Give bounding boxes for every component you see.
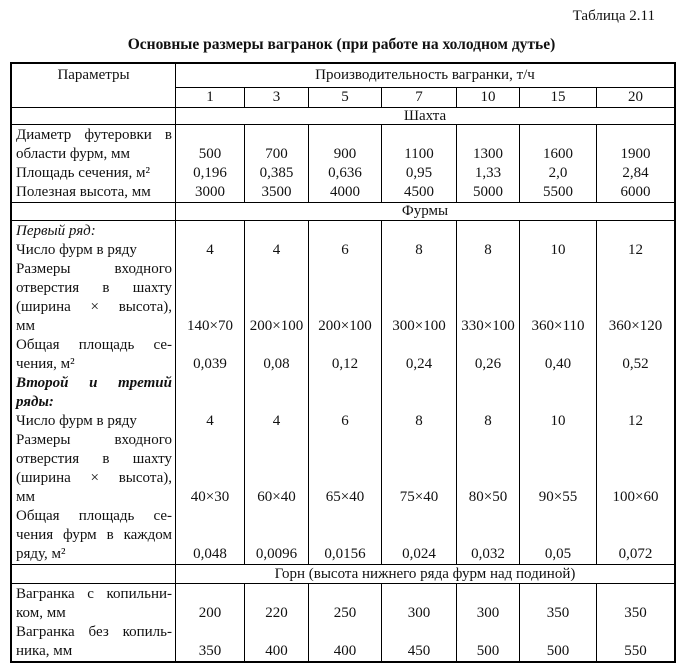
capacity-column-header: 3 [244, 87, 308, 107]
data-value [597, 469, 674, 488]
data-value [382, 450, 456, 469]
capacity-column-header: 5 [308, 87, 381, 107]
data-value [457, 126, 519, 145]
data-value [382, 526, 456, 545]
data-value: 4500 [404, 184, 434, 200]
parameter-label-line: (ширина × высота), [16, 299, 172, 315]
capacity-column-header: 15 [519, 87, 596, 107]
parameter-label-line: ряды: [16, 394, 54, 410]
data-value [176, 260, 244, 279]
cupola-dimensions-table [10, 62, 676, 663]
data-value [245, 507, 308, 526]
data-value [597, 336, 674, 355]
data-value [382, 374, 456, 393]
data-value: 350 [546, 605, 570, 621]
capacity-column-header: 20 [596, 87, 674, 107]
data-value: 0,039 [193, 356, 227, 372]
data-value [309, 469, 381, 488]
data-value: 4 [206, 242, 214, 258]
data-value [245, 126, 308, 145]
section-row-empty-cell [12, 202, 175, 220]
data-value: 350 [624, 605, 647, 621]
data-value: 0,196 [193, 165, 227, 181]
data-value [520, 526, 596, 545]
parameter-label-line: отверстия в шахту [16, 451, 172, 467]
data-value: 2,0 [548, 165, 568, 181]
data-value [457, 279, 519, 298]
parameters-column-header: Параметры [57, 67, 130, 83]
data-value [245, 222, 308, 241]
data-value [176, 279, 244, 298]
data-value: 0,95 [405, 165, 433, 181]
data-value [245, 374, 308, 393]
data-value: 250 [333, 605, 357, 621]
data-column-cell [456, 124, 519, 202]
data-column-cell [456, 583, 519, 661]
data-value [520, 260, 596, 279]
data-value [382, 585, 456, 604]
section-title: Шахта [175, 107, 674, 124]
data-value: 300 [476, 605, 500, 621]
data-column-cell [381, 220, 456, 564]
data-value: 0,52 [622, 356, 649, 372]
data-value [309, 393, 381, 412]
data-value [457, 585, 519, 604]
data-value [382, 279, 456, 298]
data-value: 4 [272, 413, 281, 429]
data-value [457, 431, 519, 450]
data-value [245, 279, 308, 298]
data-value [457, 469, 519, 488]
data-value: 500 [198, 146, 222, 162]
data-value [597, 298, 674, 317]
data-value: 450 [407, 643, 431, 659]
data-value: 8 [484, 413, 492, 429]
data-value: 330×100 [461, 318, 515, 334]
data-value: 8 [415, 242, 423, 258]
data-value: 0,385 [259, 165, 294, 181]
parameter-label-line: Полезная высота, мм [16, 184, 151, 200]
data-value [457, 393, 519, 412]
data-column-cell [519, 124, 596, 202]
section-row-empty-cell [12, 107, 175, 124]
data-value [309, 623, 381, 642]
data-value: 4 [206, 413, 214, 429]
parameter-label-line: Вагранка с копильни- [16, 586, 172, 602]
data-value [457, 222, 519, 241]
data-value [176, 469, 244, 488]
data-column-cell [456, 220, 519, 564]
data-value: 0,24 [405, 356, 433, 372]
data-value: 360×120 [608, 318, 663, 334]
data-value: 1,33 [474, 165, 502, 181]
data-value [457, 623, 519, 642]
data-value: 4000 [330, 184, 360, 200]
data-value: 900 [333, 146, 357, 162]
parameter-labels-cell [12, 124, 175, 202]
data-value [382, 623, 456, 642]
data-value: 12 [628, 242, 643, 258]
data-value: 700 [265, 146, 288, 162]
data-value [597, 623, 674, 642]
data-value: 0,048 [193, 546, 227, 562]
data-value: 0,12 [331, 356, 359, 372]
data-value [382, 507, 456, 526]
data-value [597, 450, 674, 469]
data-value [520, 222, 596, 241]
data-value [457, 526, 519, 545]
data-value [520, 431, 596, 450]
data-column-cell [596, 220, 674, 564]
data-value [245, 469, 308, 488]
data-value [245, 526, 308, 545]
parameter-labels-cell [12, 583, 175, 661]
capacity-column-header: 1 [175, 87, 244, 107]
data-value: 1900 [620, 146, 651, 162]
data-value [382, 336, 456, 355]
data-value: 60×40 [257, 489, 296, 505]
data-value: 200 [198, 605, 222, 621]
data-value [245, 336, 308, 355]
data-value [597, 222, 674, 241]
data-value [382, 431, 456, 450]
data-value [382, 469, 456, 488]
data-value [245, 623, 308, 642]
data-column-cell [381, 124, 456, 202]
data-value: 550 [624, 643, 647, 659]
data-value [520, 469, 596, 488]
data-value: 500 [476, 643, 500, 659]
parameter-labels-cell [12, 220, 175, 564]
data-value [520, 336, 596, 355]
data-value [382, 260, 456, 279]
data-value [520, 393, 596, 412]
data-value: 3500 [261, 184, 292, 200]
data-value [597, 260, 674, 279]
data-value: 1100 [404, 146, 434, 162]
data-value: 12 [628, 413, 643, 429]
data-value [457, 507, 519, 526]
data-value [382, 393, 456, 412]
data-value: 0,08 [263, 356, 290, 372]
data-column-cell [519, 220, 596, 564]
data-value: 80×50 [468, 489, 508, 505]
data-value [176, 585, 244, 604]
capacity-column-header: 7 [381, 87, 456, 107]
table-title: Основные размеры вагранок (при работе на холодном дутье) [127, 36, 556, 53]
data-value [245, 298, 308, 317]
data-column-cell [596, 583, 674, 661]
data-value: 0,0156 [324, 546, 366, 562]
data-value [597, 585, 674, 604]
data-value: 40×30 [190, 489, 230, 505]
parameter-label-line: Размеры входного [16, 261, 172, 277]
data-value [309, 298, 381, 317]
data-value [309, 279, 381, 298]
data-value: 0,0096 [255, 546, 298, 562]
data-value [520, 623, 596, 642]
data-column-cell [596, 124, 674, 202]
data-value: 6 [341, 413, 349, 429]
data-value [597, 374, 674, 393]
data-value [597, 526, 674, 545]
data-value: 0,40 [544, 356, 572, 372]
data-value [309, 260, 381, 279]
data-value: 0,05 [544, 546, 572, 562]
data-value: 300 [407, 605, 431, 621]
table-caption: Таблица 2.11 [572, 8, 655, 24]
data-value [309, 526, 381, 545]
parameter-label-line: ком, мм [16, 605, 66, 621]
parameter-label-line: Первый ряд: [16, 223, 96, 239]
data-value [520, 507, 596, 526]
data-value [457, 260, 519, 279]
data-value: 0,636 [328, 165, 362, 181]
data-value [176, 393, 244, 412]
data-column-cell [244, 124, 308, 202]
data-value [597, 507, 674, 526]
parameter-label-line: Диаметр футеровки в [16, 127, 172, 143]
parameter-label-line: Общая площадь се- [16, 337, 172, 353]
data-value: 1300 [473, 146, 503, 162]
data-value: 75×40 [399, 489, 439, 505]
data-value: 0,024 [402, 546, 436, 562]
data-value: 300×100 [392, 318, 446, 334]
data-column-cell [519, 583, 596, 661]
data-column-cell [308, 220, 381, 564]
data-column-cell [244, 220, 308, 564]
parameter-label-line: ряду, м² [16, 546, 66, 562]
data-value [597, 393, 674, 412]
data-value: 65×40 [325, 489, 365, 505]
data-value [457, 450, 519, 469]
data-value [245, 431, 308, 450]
data-value [245, 393, 308, 412]
parameter-label-line: чения фурм в каждом [16, 527, 172, 543]
data-value: 5000 [473, 184, 503, 200]
section-title: Горн (высота нижнего ряда фурм над подиной) [175, 564, 674, 583]
data-value: 200×100 [318, 318, 372, 334]
data-value [597, 279, 674, 298]
data-value: 8 [484, 242, 492, 258]
data-value [382, 126, 456, 145]
data-value: 90×55 [538, 489, 578, 505]
data-value [597, 431, 674, 450]
parameter-label-line: Число фурм в ряду [16, 413, 137, 429]
data-value [309, 450, 381, 469]
data-value [176, 507, 244, 526]
data-value [520, 298, 596, 317]
section-row-empty-cell [12, 564, 175, 583]
data-value [176, 222, 244, 241]
data-value [245, 260, 308, 279]
data-value: 1600 [543, 146, 573, 162]
data-value: 0,26 [474, 356, 502, 372]
data-value: 2,84 [622, 165, 649, 181]
data-value: 0,072 [618, 546, 653, 562]
parameter-label-line: области фурм, мм [16, 146, 130, 162]
data-value: 6000 [620, 184, 651, 200]
parameter-label-line: (ширина × высота), [16, 470, 172, 486]
data-value [457, 374, 519, 393]
data-value [309, 507, 381, 526]
data-value [176, 623, 244, 642]
data-value [245, 585, 308, 604]
data-value [309, 431, 381, 450]
data-value [245, 450, 308, 469]
data-value [309, 336, 381, 355]
parameter-label-line: мм [16, 489, 35, 505]
data-value [520, 585, 596, 604]
data-value [176, 374, 244, 393]
parameter-label-line: Вагранка без копиль- [16, 624, 172, 640]
data-value [457, 298, 519, 317]
data-value [176, 526, 244, 545]
data-value: 500 [546, 643, 570, 659]
data-value [309, 585, 381, 604]
data-column-cell [308, 124, 381, 202]
data-value: 220 [265, 605, 288, 621]
parameter-label-line: Площадь сечения, м² [16, 165, 151, 181]
data-value [382, 222, 456, 241]
data-column-cell [381, 583, 456, 661]
data-value [520, 450, 596, 469]
data-value [309, 222, 381, 241]
capacity-group-header: Производительность вагранки, т/ч [175, 64, 674, 87]
data-value [597, 126, 674, 145]
parameter-label-line: чения, м² [16, 356, 75, 372]
data-value: 400 [265, 643, 288, 659]
data-column-cell [175, 124, 244, 202]
parameter-label-line: Общая площадь се- [16, 508, 172, 524]
parameter-label-line: мм [16, 318, 35, 334]
data-column-cell [308, 583, 381, 661]
data-value: 0,032 [471, 546, 505, 562]
data-value [520, 374, 596, 393]
data-value: 5500 [543, 184, 573, 200]
data-value: 8 [415, 413, 423, 429]
data-value [382, 298, 456, 317]
data-value [176, 336, 244, 355]
parameter-label-line: Второй и третий [16, 375, 172, 391]
data-column-cell [244, 583, 308, 661]
data-value: 10 [550, 413, 566, 429]
parameter-label-line: Число фурм в ряду [16, 242, 137, 258]
data-value: 4 [272, 242, 281, 258]
data-value: 350 [198, 643, 222, 659]
data-value [520, 126, 596, 145]
data-value: 6 [341, 242, 349, 258]
data-value: 140×70 [187, 318, 233, 334]
data-value [309, 126, 381, 145]
data-value [176, 126, 244, 145]
data-value [309, 374, 381, 393]
data-value [176, 298, 244, 317]
data-value: 10 [550, 242, 566, 258]
data-value [520, 279, 596, 298]
capacity-column-header: 10 [456, 87, 519, 107]
data-value: 200×100 [249, 318, 304, 334]
data-value: 360×110 [531, 318, 585, 334]
data-value: 3000 [195, 184, 225, 200]
data-value [176, 431, 244, 450]
data-value [176, 450, 244, 469]
data-value: 100×60 [612, 489, 659, 505]
data-value: 400 [333, 643, 357, 659]
section-title: Фурмы [175, 202, 674, 220]
parameter-label-line: ника, мм [16, 643, 73, 659]
data-value [457, 336, 519, 355]
parameter-label-line: Размеры входного [16, 432, 172, 448]
parameter-label-line: отверстия в шахту [16, 280, 172, 296]
data-column-cell [175, 583, 244, 661]
data-column-cell [175, 220, 244, 564]
